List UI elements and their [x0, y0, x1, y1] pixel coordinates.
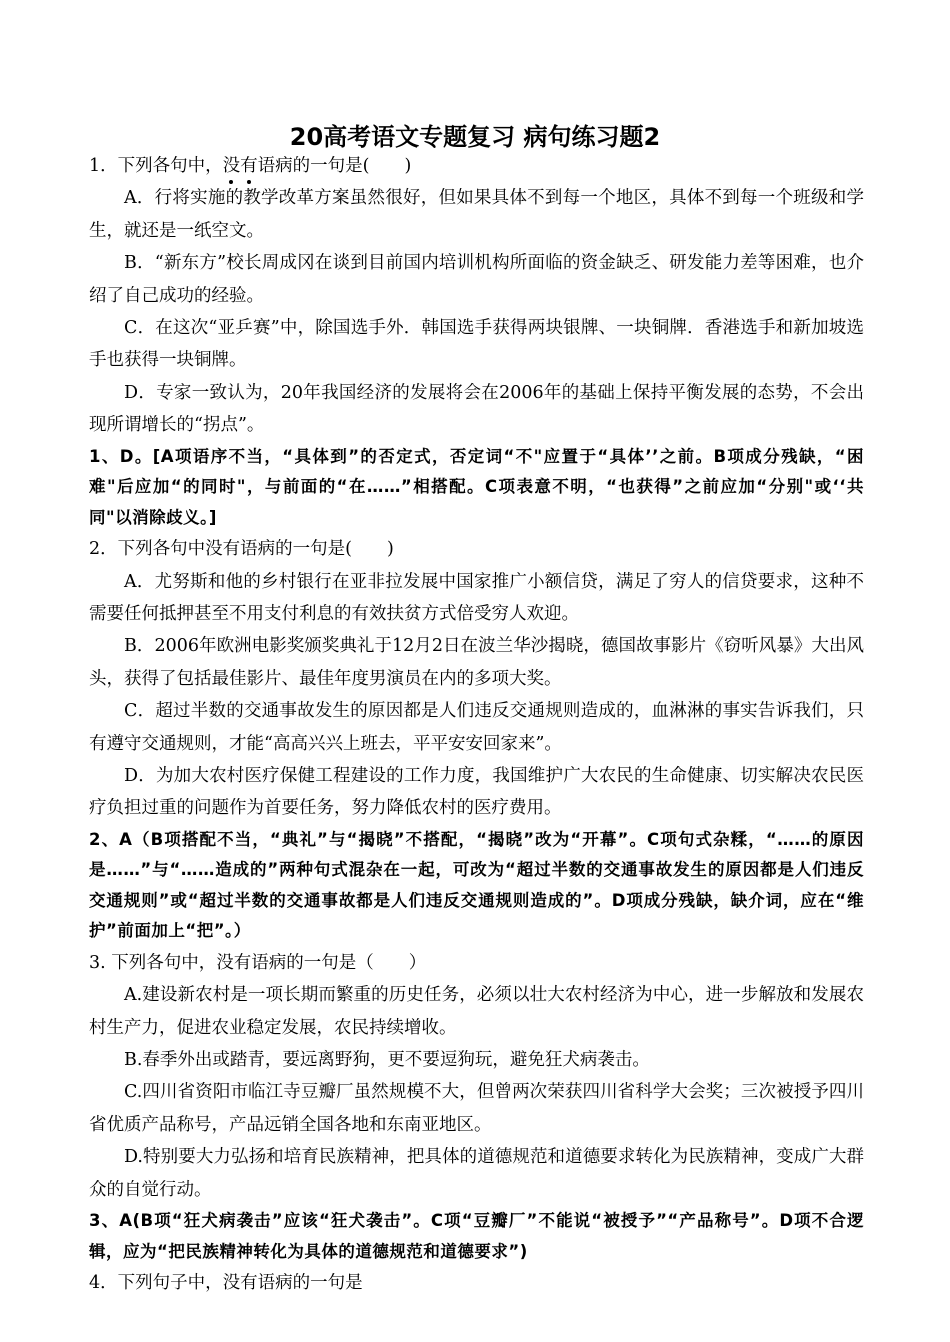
question-stem: 3. 下列各句中，没有语病的一句是（ ） [89, 952, 427, 973]
stem-text: 1．下列各句中， [89, 156, 223, 176]
question-stem: 2．下列各句中没有语病的一句是( ) [89, 539, 394, 560]
stem-text: 语病的一句是( ) [257, 156, 412, 176]
option-b: B．“新东方”校长周成冈在谈到目前国内培训机构所面临的资金缺乏、研发能力差等困难，也介绍了自己成功的经验。 [89, 253, 864, 306]
option-b: B.春季外出或踏青，要远离野狗，更不要逗狗玩，避免狂犬病袭击。 [124, 1050, 650, 1071]
page-title: 20高考语文专题复习 病句练习题2 [289, 123, 661, 151]
option-c: C．在这次“亚乒赛”中，除国选手外．韩国选手获得两块银牌、一块铜牌．香港选手和新加坡选手也获得一块铜牌。 [89, 318, 864, 371]
option-d: D．专家一致认为，20年我国经济的发展将会在2006年的基础上保持平衡发展的态势，不会出现所谓增长的“拐点”。 [89, 382, 864, 436]
option-a: A．行将实施的教学改革方案虽然很好，但如果具体不到每一个地区，具体不到每一个班级和学生，就还是一纸空文。 [89, 188, 864, 241]
document-body [89, 150, 864, 1299]
option-a: A．尤努斯和他的乡村银行在亚非拉发展中国家推广小额信贷，满足了穷人的信贷要求，这种不需要任何抵押甚至不用支付利息的有效扶贫方式倍受穷人欢迎。 [89, 571, 864, 624]
emphasis-char: 有 [240, 156, 258, 176]
option-c: C.四川省资阳市临江寺豆瓣厂虽然规模不大，但曾两次荣获四川省科学大会奖；三次被授予四川省优质产品称号，产品远销全国各地和东南亚地区。 [89, 1082, 864, 1135]
question-2 [89, 533, 864, 947]
option-d: D．为加大农村医疗保健工程建设的工作力度，我国维护广大农民的生命健康、切实解决农民医疗负担过重的问题作为首要任务，努力降低农村的医疗费用。 [89, 766, 864, 819]
option-a: A.建设新农村是一项长期而繁重的历史任务，必须以壮大农村经济为中心，进一步解放和发展农村生产力，促进农业稳定发展，农民持续增收。 [89, 985, 864, 1038]
question-4 [89, 1267, 864, 1299]
question-stem: 4．下列句子中，没有语病的一句是 [89, 1273, 363, 1294]
option-c: C．超过半数的交通事故发生的原因都是人们违反交通规则造成的，血淋淋的事实告诉我们，只有遵守交通规则，才能“高高兴兴上班去，平平安安回家来”。 [89, 701, 864, 754]
answer-explanation: 2、A（B项搭配不当，“典礼”与“揭晓”不搭配，“揭晓”改为“开幕”。C项句式杂糅，“……的原因是……”与“……造成的”两种句式混杂在一起，可改为“超过半数的交通事故发生的原因都是人们违反交通规则”或“超过半数的交通事故都是人们违反交通规则造成的”。D项成分残缺，缺介词，应在“维护”前面加上“把”。） [89, 829, 864, 941]
emphasis-dot [247, 180, 251, 184]
answer-explanation: 3、A(B项“狂犬病袭击”应该“狂犬袭击”。C项“豆瓣厂”不能说“被授予”“产品称号”。D项不合逻辑，应为“把民族精神转化为具体的道德规范和道德要求”) [89, 1211, 864, 1261]
question-stem [89, 150, 864, 182]
question-1 [89, 150, 864, 533]
answer-explanation: 1、D。[A项语序不当，“具体到”的否定式，否定词“不"应置于“具体’’之前。B项成分残缺，“困难"后应加“的同时"，与前面的“在……”相搭配。C项表意不明，“也获得”之前应加“分别"或‘‘共同"以消除歧义。] [89, 446, 864, 527]
emphasis-char: 没 [223, 156, 241, 176]
question-3 [89, 947, 864, 1267]
option-d: D.特别要大力弘扬和培育民族精神，把具体的道德规范和道德要求转化为民族精神，变成广大群众的自觉行动。 [89, 1147, 864, 1200]
option-b: B．2006年欧洲电影奖颁奖典礼于12月2日在波兰华沙揭晓，德国故事影片《窃听风暴》大出风头，获得了包括最佳影片、最佳年度男演员在内的多项大奖。 [89, 636, 864, 689]
